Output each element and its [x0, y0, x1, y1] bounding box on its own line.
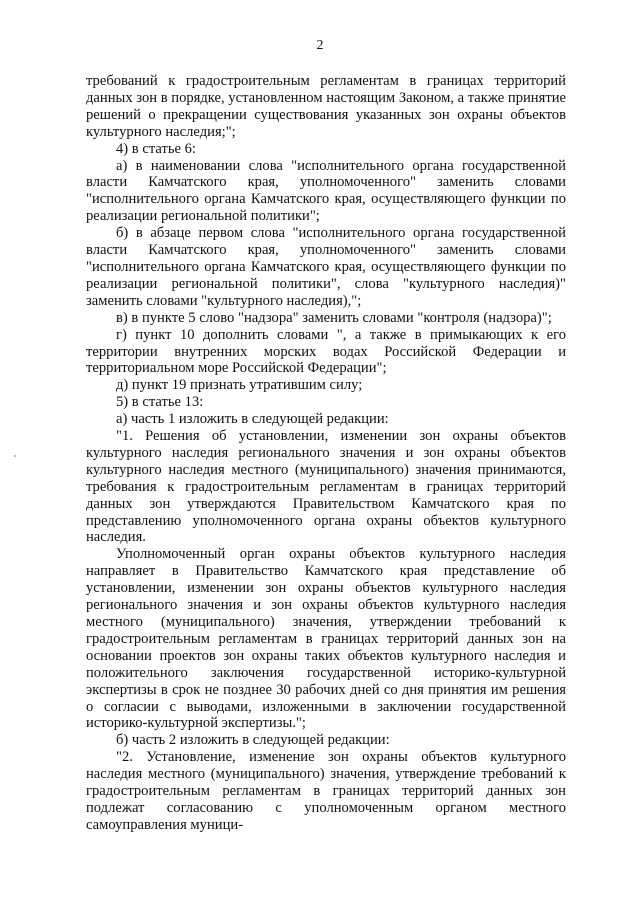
paragraph: в) в пункте 5 слово "надзора" заменить словами "контроля (надзора)";: [116, 309, 552, 326]
paragraph: б) в абзаце первом слова "исполнительного органа государственной власти Камчатского края, уполномоченного" заменить словами "исполнительного органа Камчатского края, осуществляющего функции по реализации региональной политики", слова "культурного наследия)" заменить словами "культурного наследия),";: [86, 225, 566, 309]
paragraph: 5) в статье 13:: [116, 394, 204, 411]
paragraph: 4) в статье 6:: [116, 140, 196, 157]
paragraph: Уполномоченный орган охраны объектов культурного наследия направляет в Правительство Камчатского края представление об установлении, изменении зон охраны объектов культурного наследия регионального значения и зон охраны объектов культурного наследия местного (муниципального) значения, утверждении требований к градостроительным регламентам в границах территорий данных зон на основании проектов зон охраны таких объектов культурного наследия и положительного заключения государственной историко-культурной экспертизы в срок не позднее 30 рабочих дней со дня принятия им решения о согласии с выводами, изложенными в заключении государственной историко-культурной экспертизы.";: [86, 546, 566, 732]
paragraph: требований к градостроительным регламентам в границах территорий данных зон в порядке, установленном настоящим Законом, а также принятие решений о прекращении существования указанных зон охраны объектов культурного наследия;";: [86, 73, 566, 140]
paragraph: а) в наименовании слова "исполнительного органа государственной власти Камчатского края, уполномоченного" заменить словами "исполнительного органа Камчатского края, осуществляющего функции по реализации региональной политики";: [86, 157, 566, 225]
page-number: 2: [316, 38, 324, 53]
paragraph: г) пункт 10 дополнить словами ", а также в примыкающих к его территории внутренних морских водах Российской Федерации и территориальном море Российской Федерации";: [86, 326, 566, 377]
scan-speck: [14, 455, 16, 457]
paragraph: б) часть 2 изложить в следующей редакции:: [116, 732, 390, 749]
paragraph: д) пункт 19 признать утратившим силу;: [116, 377, 363, 394]
document-body: [86, 73, 566, 834]
paragraph: "2. Установление, изменение зон охраны объектов культурного наследия местного (муниципального) значения, утверждение требований к градостроительным регламентам в границах территорий данных зон подлежат согласованию с уполномоченным органом местного самоуправления муници-: [86, 749, 566, 833]
paragraph: "1. Решения об установлении, изменении зон охраны объектов культурного наследия регионального значения и зон охраны объектов культурного наследия местного (муниципального) значения принимаются, требования к градостроительным регламентам в границах территорий данных зон утверждаются Правительством Камчатского края по представлению уполномоченного органа охраны объектов культурного наследия.: [86, 428, 566, 546]
paragraph: а) часть 1 изложить в следующей редакции:: [116, 411, 389, 428]
